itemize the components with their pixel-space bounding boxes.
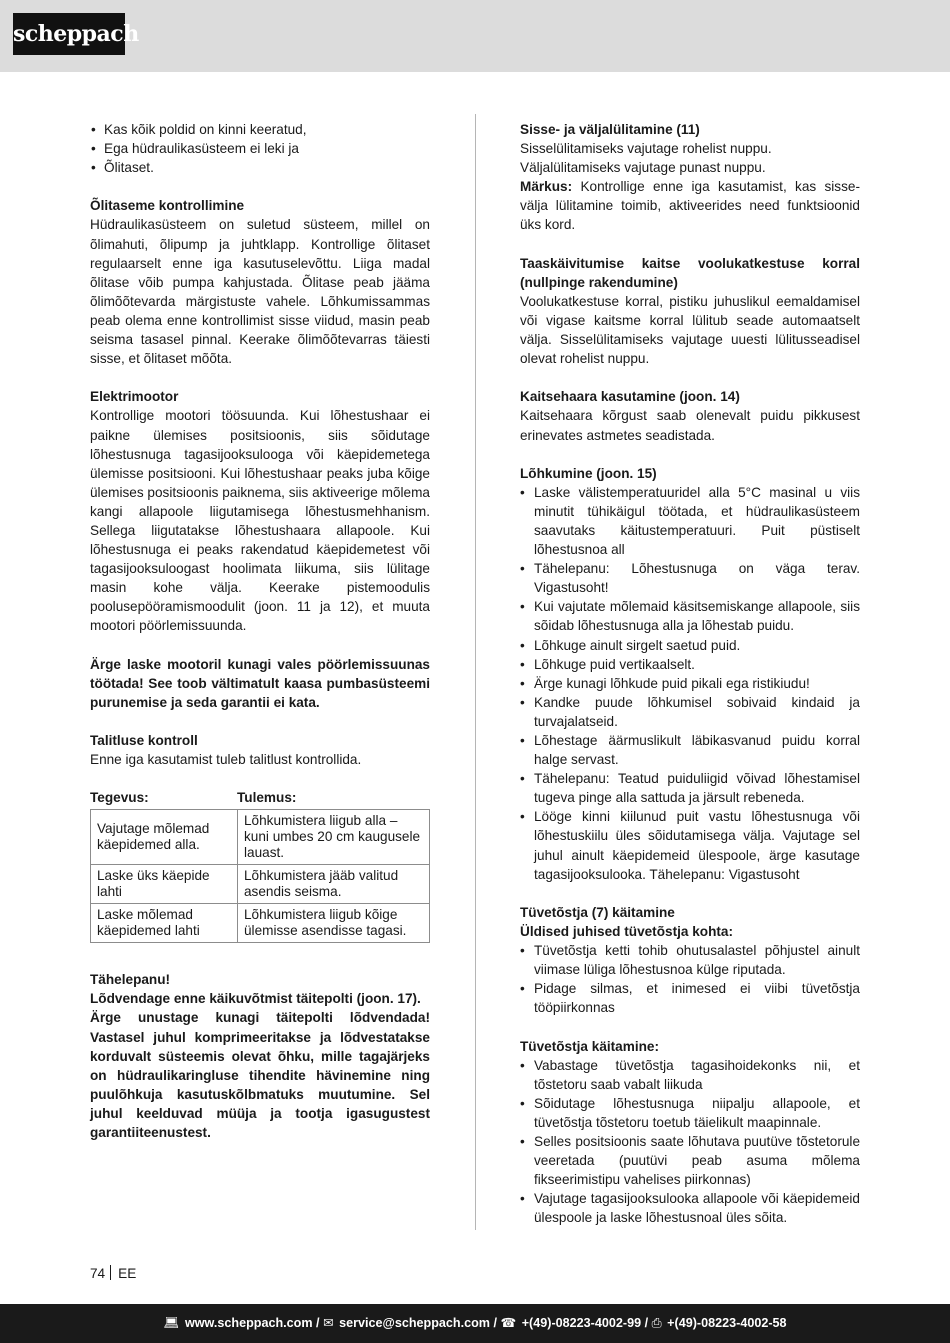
function-check-text: Enne iga kasutamist tuleb talitlust kontrollida. [90, 752, 362, 768]
list-item: • Ega hüdraulikasüsteem ei leki ja [90, 139, 430, 158]
function-check-heading: Talitluse kontroll [90, 733, 198, 748]
fax-number: +(49)-08223-4002-58 [667, 1316, 787, 1330]
motor-heading: Elektrimootor [90, 389, 179, 405]
log-lifter-subheading: Üldised juhised tüvetõstja kohta: [520, 923, 733, 939]
contact-footer [0, 1304, 950, 1343]
column-divider [475, 114, 476, 1230]
table-cell-result: Lõhkumistera jääb valitud asendis seisma. [238, 865, 430, 904]
oil-level-text: Hüdraulikasüsteem on suletud süsteem, millel on õlimahuti, õlipump ja juhtklapp. Kontrollige õlitaset regulaarselt enne iga kasutuselevõttu. Liiga madal õlitase võib pumpa kahjustada. Õlitase peab jääma õlimõõtevarda märgistuste vahele. Lõhkumissammas peab olema enne kontrollimist sisse viidud, masin peab seisma tasasel pinnal. Keerake õlimõõtevarras täiesti sisse, et õlitaset mõõta. [90, 217, 430, 367]
log-lifter-bullet-list [520, 941, 860, 1017]
website-link[interactable]: www.scheppach.com / [184, 1316, 320, 1330]
list-item: • Vabastage tüvetõstja tagasihoidekonks nii, et tõstetoru saab vabalt liikuda [520, 1056, 860, 1094]
page-number-separator [110, 1265, 111, 1280]
mail-icon: ✉︎ [323, 1316, 334, 1330]
splitting-bullet-list [520, 483, 860, 884]
phone-number: +(49)-08223-4002-99 / [521, 1316, 649, 1330]
list-item: • Lõhkuge ainult sirgelt saetud puid. [520, 636, 860, 655]
function-check-table [90, 809, 430, 943]
restart-protection-text: Voolukatkestuse korral, pistiku juhuslikul eemaldamisel või vigase kaitsme korral lülitub seade automaatselt välja. Sisselülitamiseks vajutage uuesti lülitusseadisel olevat rohelist nuppu. [520, 293, 860, 367]
list-item: • Pidage silmas, et inimesed ei viibi tüvetõstja tööpiirkonnas [520, 979, 860, 1017]
column-header-action: Tegevus: [90, 790, 149, 806]
computer-icon: 💻︎ [163, 1316, 180, 1330]
left-column [90, 120, 430, 1142]
table-row [91, 904, 430, 943]
log-lifter-operation-list [520, 1056, 860, 1228]
list-item: • Lõhkuge puid vertikaalselt. [520, 655, 860, 674]
list-item: • Vajutage tagasijooksulooka allapoole või käepidemeid ülespoole ja laske lõhestusnoal üles sõita. [520, 1189, 860, 1227]
motor-warning: Ärge laske mootoril kunagi vales pöörlemissuunas töötada! See toob vältimatult kaasa pumbasüsteemi purunemise ja seda garantii ei kata. [90, 656, 430, 710]
list-item: • Kas kõik poldid on kinni keeratud, [90, 120, 430, 139]
phone-icon: ☎ [500, 1316, 517, 1330]
list-item: • Lööge kinni kiilunud puit vastu lõhestusnuga või lõhestuskiilu üles sõidutamisega välja. Vajutage sel juhul ainult käepidemeid ülespoole, ärge kasutage tagasijooksulooka. Tähelepanu: Vigastusoht [520, 807, 860, 883]
column-header-result: Tulemus: [237, 790, 297, 806]
list-item: • Laske välistemperatuuridel alla 5°C masinal u viis minutit tühikäigul töötada, et hüdraulikasüsteem saavutaks käitustemperatuuri. Puit püstiselt lõhestusnoa all [520, 483, 860, 559]
table-cell-action: Laske üks käepide lahti [91, 865, 238, 904]
table-row [91, 865, 430, 904]
guard-text: Kaitsehaara kõrgust saab olenevalt puidu pikkusest erinevates astmetes seadistada. [520, 408, 860, 443]
list-item: • Sõidutage lõhestusnuga niipalju allapoole, et tüvetõstja tõstetoru toetub täielikult maapinnale. [520, 1094, 860, 1132]
log-lifter-heading: Tüvetõstja (7) käitamine [520, 904, 675, 920]
page-footer-number [90, 1264, 136, 1283]
list-item: • Ärge kunagi lõhkude puid pikali ega ristikiudu! [520, 674, 860, 693]
list-item: • Õlitaset. [90, 158, 430, 177]
log-lifter-operation-heading: Tüvetõstja käitamine: [520, 1038, 659, 1054]
list-item: • Tüvetõstja ketti tohib ohutusalastel põhjustel ainult viimase lüliga lõhestusnoa külge riputada. [520, 941, 860, 979]
guard-heading: Kaitsehaara kasutamine (joon. 14) [520, 389, 740, 405]
table-cell-action: Laske mõlemad käepidemed lahti [91, 904, 238, 943]
table-row [91, 810, 430, 865]
switch-heading: Sisse- ja väljalülitamine (11) [520, 122, 700, 137]
fax-icon: ⎙ [651, 1316, 662, 1330]
email-link[interactable]: service@scheppach.com / [339, 1316, 498, 1330]
motor-text: Kontrollige mootori töösuunda. Kui lõhestushaar ei paikne ülemises positsioonis, siis sõidutage lõhestusnuga tagasijooksulooga või käepidemetega ülemisse positsiooni. Kui lõhestushaar peaks juba kõige ülemises positsioonis paiknema, siis aktiveerige mõlema kangi allapoole liigutamisega lõhestusmehhanism. Sellega liigutatakse lõhestushaara allapoole. Kui lõhestusnuga ei peaks rakendatud käepidemetest või tagasijooksuloogast hoolimata liikuma, siis lülitage masin kohe välja. Keerake pistemoodulis poolusepööramismoodulit (joon. 11 ja 12), et muuta mootori pöörlemissuunda. [90, 408, 430, 634]
list-item: • Tähelepanu: Lõhestusnuga on väga terav. Vigastusoht! [520, 559, 860, 597]
page-number: 74 [90, 1266, 106, 1281]
table-cell-action: Vajutage mõlemad käepidemed alla. [91, 810, 238, 865]
page-header [0, 0, 950, 72]
list-item: • Lõhestage äärmuslikult läbikasvanud puidu korral halge servast. [520, 731, 860, 769]
switch-line-2: Väljalülitamiseks vajutage punast nuppu. [520, 160, 766, 176]
note-text: Kontrollige enne iga kasutamist, kas sisse-välja lülitamine toimib, aktiveerides need funktsioonid üks kord. [520, 179, 860, 233]
notice-heading: Tähelepanu! [90, 972, 171, 988]
language-code: EE [118, 1266, 137, 1281]
list-item: • Kandke puude lõhkumisel sobivaid kindaid ja turvajalatseid. [520, 693, 860, 731]
notice-line-1: Lõdvendage enne käikuvõtmist täitepolti (joon. 17). [90, 991, 421, 1007]
table-cell-result: Lõhkumistera liigub kõige ülemisse asendisse tagasi. [238, 904, 430, 943]
right-column [520, 120, 860, 1227]
note-label: Märkus: [520, 179, 573, 195]
list-item: • Tähelepanu: Teatud puiduliigid võivad lõhestamisel tugeva pinge alla sattuda ja järsult rebeneda. [520, 769, 860, 807]
notice-line-2: Ärge unustage kunagi täitepolti lõdvendada! Vastasel juhul komprimeeritakse ja lõdvestatakse korduvalt süsteemis olevat õhku, mille tagajärjeks on hüdraulikaringluse tihendite hävinemine ning puulõhkuja kasutuskõlbmatuks muutumine. Sel juhul keelduvad müüja ja tootja igasugustest garantiiteenustest. [90, 1010, 430, 1141]
scheppach-logo: scheppach [13, 13, 125, 55]
restart-protection-heading: Taaskäivitumise kaitse voolukatkestuse korral (nullpinge rakendumine) [520, 255, 860, 290]
oil-level-heading: Õlitaseme kontrollimine [90, 198, 245, 214]
list-item: • Selles positsioonis saate lõhutava puutüve tõstetorule veeretada (puutüvi peab asuma mõlema fikseerimistipu vahelises piirkonnas) [520, 1132, 860, 1189]
intro-bullet-list [90, 120, 430, 177]
table-cell-result: Lõhkumistera liigub alla – kuni umbes 20 cm kaugusele lauast. [238, 810, 430, 865]
table-header [90, 788, 430, 807]
switch-line-1: Sisselülitamiseks vajutage rohelist nuppu. [520, 141, 772, 157]
switch-note [520, 177, 860, 234]
list-item: • Kui vajutate mõlemaid käsitsemiskange allapoole, siis sõidab lõhestusnuga alla ja lõhestab puidu. [520, 597, 860, 635]
splitting-heading: Lõhkumine (joon. 15) [520, 465, 657, 481]
